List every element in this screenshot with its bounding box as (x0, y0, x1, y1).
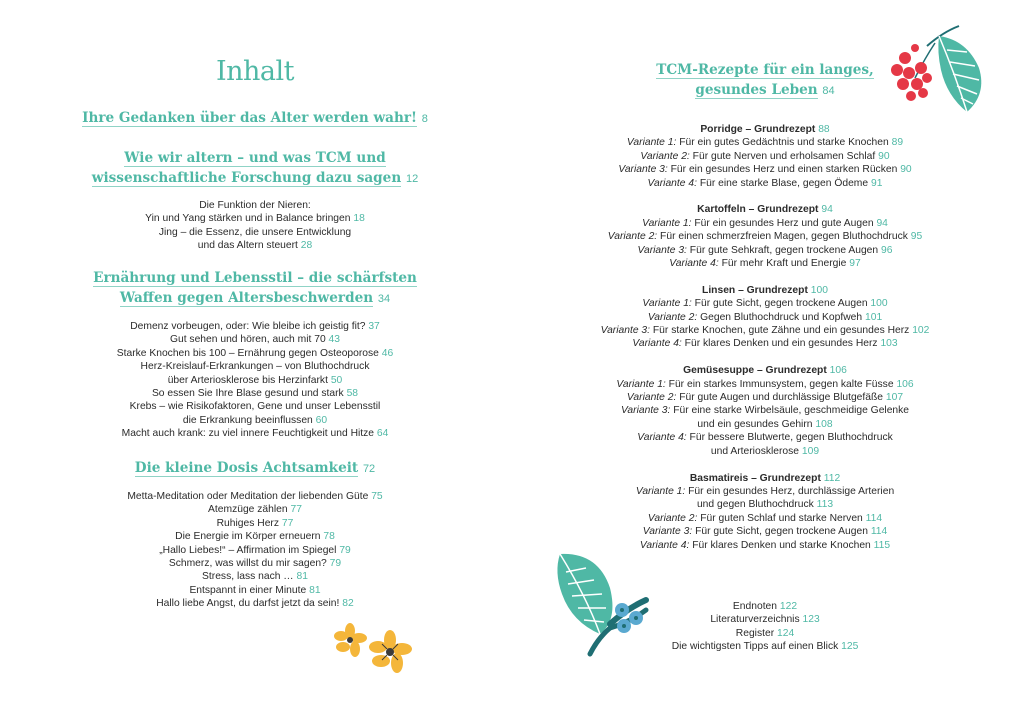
variant-label: Variante 2: (607, 231, 658, 243)
variant-text: Für ein gutes Gedächtnis und starke Knochen (679, 137, 889, 149)
entry-text: Herz-Kreislauf-Erkrankungen – von Bluthochdruck (140, 361, 370, 373)
entry-text: Endnoten (732, 601, 778, 612)
chapter-5-page: 84 (822, 85, 835, 97)
entry-page: 18 (353, 213, 365, 225)
variant-label: Variante 2: (626, 392, 677, 404)
toc-entry[interactable] (0, 427, 510, 440)
recipe-page: 88 (818, 124, 830, 135)
variant-entry[interactable] (510, 177, 1020, 190)
variant-text: Für gute Sicht, gegen trockene Augen (694, 298, 868, 310)
entry-text: Atemzüge zählen (208, 504, 288, 516)
entry-page: 79 (339, 544, 351, 556)
toc-entry[interactable] (0, 347, 510, 360)
right-page (510, 0, 1020, 726)
toc-entry[interactable] (0, 374, 510, 387)
variant-page: 102 (912, 325, 930, 337)
recipe-group (510, 284, 1020, 351)
variant-text: und Arteriosklerose (710, 445, 800, 457)
entry-text: Macht auch krank: zu viel innere Feuchtigkeit und Hitze (121, 428, 375, 440)
entry-page: 28 (300, 240, 313, 252)
entry-page: 37 (368, 321, 380, 332)
variant-text: und gegen Bluthochdruck (696, 499, 814, 511)
entry-page: 122 (779, 601, 798, 612)
variant-entry[interactable] (510, 244, 1020, 257)
variant-page: 115 (873, 539, 891, 551)
entry-page: 60 (315, 414, 328, 426)
entry-text: Die Funktion der Nieren: (199, 200, 311, 211)
entry-text: Gut sehen und hören, auch mit 70 (169, 334, 326, 346)
entry-text: Hallo liebe Angst, du darfst jetzt da sein! (156, 598, 340, 610)
entry-page: 82 (342, 598, 354, 610)
variant-text: Für bessere Blutwerte, gegen Bluthochdruck (689, 432, 893, 444)
variant-label: Variante 3: (600, 325, 651, 337)
entry-text: Stress, lass nach … (202, 571, 294, 583)
variant-text: Für mehr Kraft und Energie (721, 258, 847, 270)
toc-entry[interactable] (0, 597, 510, 610)
toc-entry[interactable] (0, 414, 510, 427)
variant-label: Variante 1: (642, 217, 692, 229)
variant-page: 114 (865, 512, 883, 524)
chapter-3-title-line2: Waffen gegen Altersbeschwerden (119, 290, 374, 306)
variant-entry[interactable] (510, 391, 1020, 404)
variant-page: 91 (870, 177, 883, 189)
variant-text: Für ein gesundes Herz und einen starken Rücken (670, 164, 898, 176)
variant-text: Für ein gesundes Herz und gute Augen (694, 217, 874, 229)
toc-entry[interactable] (0, 226, 510, 239)
entry-text: Yin und Yang stärken und in Balance bringen (145, 213, 351, 225)
entry-page: 81 (309, 584, 321, 596)
toc-entry[interactable] (0, 387, 510, 400)
recipe-heading[interactable] (510, 284, 1020, 297)
variant-page: 108 (815, 418, 833, 430)
variant-entry[interactable] (510, 311, 1020, 324)
variant-entry[interactable] (510, 445, 1020, 458)
entry-text: Schmerz, was willst du mir sagen? (168, 558, 327, 570)
entry-page: 75 (371, 491, 383, 502)
entry-page: 43 (328, 334, 341, 346)
variant-label: Variante 1: (642, 298, 692, 310)
variant-label: Variante 4: (669, 258, 719, 270)
variant-label: Variante 3: (620, 405, 671, 417)
recipe-heading[interactable] (510, 123, 1020, 136)
toc-entry[interactable] (0, 320, 510, 333)
entry-text: Literaturverzeichnis (710, 614, 800, 626)
variant-page: 101 (864, 311, 883, 323)
entry-page: 123 (802, 614, 820, 626)
entry-text: und das Altern steuert (197, 240, 298, 252)
variant-label: Variante 2: (647, 311, 698, 323)
recipe-group (510, 203, 1020, 270)
recipe-page: 112 (823, 472, 841, 484)
variant-entry[interactable] (510, 150, 1020, 163)
entry-text: Register (735, 627, 775, 639)
variant-page: 107 (885, 392, 904, 404)
entry-page: 124 (777, 627, 795, 639)
toc-entry[interactable] (0, 584, 510, 597)
variant-page: 100 (870, 298, 888, 310)
variant-text: Für gute Sehkraft, gegen trockene Augen (689, 244, 879, 256)
toc-entry[interactable] (0, 239, 510, 252)
variant-text: Für gute Sicht, gegen trockene Augen (695, 526, 868, 538)
recipe-title: Gemüsesuppe – Grundrezept (683, 365, 827, 377)
entry-text: Die Energie im Körper erneuern (175, 531, 321, 543)
chapter-2-heading[interactable] (0, 148, 510, 189)
toc-entry[interactable] (0, 517, 510, 530)
chapter-1-page: 8 (421, 113, 428, 125)
variant-label: Variante 4: (632, 338, 682, 350)
entry-text: So essen Sie Ihre Blase gesund und stark (151, 388, 344, 400)
variant-entry[interactable] (510, 525, 1020, 538)
variant-text: Für eine starke Wirbelsäule, geschmeidige Gelenke (673, 405, 910, 417)
variant-page: 95 (910, 231, 923, 243)
chapter-3-list (0, 320, 510, 441)
variant-text: Für guten Schlaf und starke Nerven (700, 512, 863, 524)
variant-page: 106 (896, 378, 914, 390)
chapter-4-title: Die kleine Dosis Achtsamkeit (134, 460, 359, 476)
toc-entry[interactable] (0, 212, 510, 225)
variant-label: Variante 3: (637, 244, 687, 256)
recipe-title: Kartoffeln – Grundrezept (697, 204, 819, 216)
entry-text: Die wichtigsten Tipps auf einen Blick (671, 641, 839, 653)
recipe-title: Porridge – Grundrezept (700, 124, 816, 135)
variant-entry[interactable] (510, 378, 1020, 391)
entry-text: Ruhiges Herz (216, 517, 280, 529)
recipe-heading[interactable] (510, 364, 1020, 377)
entry-page: 50 (330, 374, 343, 386)
entry-page: 125 (841, 641, 859, 653)
variant-label: Variante 4: (637, 432, 687, 444)
recipe-title: Linsen – Grundrezept (702, 284, 808, 296)
chapter-2-title-line1: Wie wir altern – und was TCM und (124, 150, 386, 166)
entry-text: Starke Knochen bis 100 – Ernährung gegen Osteoporose (116, 347, 379, 359)
variant-entry[interactable] (510, 404, 1020, 417)
chapter-2-page: 12 (405, 173, 419, 185)
toc-entry[interactable] (0, 503, 510, 516)
toc-entry[interactable] (0, 530, 510, 543)
entry-text: „Hallo Liebes!“ – Affirmation im Spiegel (159, 544, 337, 556)
recipe-group (510, 364, 1020, 458)
variant-label: Variante 3: (642, 526, 693, 538)
variant-text: Für ein gesundes Herz, durchlässige Arterien (688, 485, 895, 497)
recipe-heading[interactable] (510, 203, 1020, 216)
entry-page: 64 (376, 428, 389, 440)
chapter-3-title-line1: Ernährung und Lebensstil – die schärfsten (93, 270, 417, 286)
variant-label: Variante 1: (626, 137, 677, 149)
variant-entry[interactable] (510, 297, 1020, 310)
variant-page: 90 (900, 164, 912, 176)
recipe-page: 106 (829, 365, 847, 377)
yellow-flowers-icon (330, 622, 420, 678)
variant-text: Für klares Denken und ein gesundes Herz (684, 338, 878, 350)
variant-text: Für starke Knochen, gute Zähne und ein gesundes Herz (652, 325, 910, 337)
variant-text: Gegen Bluthochdruck und Kopfweh (700, 311, 863, 323)
entry-page: 58 (346, 388, 359, 400)
entry-text: Demenz vorbeugen, oder: Wie bleibe ich geistig fit? (130, 321, 366, 332)
chapter-5-title-line1: TCM-Rezepte für ein langes, (656, 62, 874, 78)
variant-entry[interactable] (510, 418, 1020, 431)
variant-entry[interactable] (510, 324, 1020, 337)
variant-entry[interactable] (510, 512, 1020, 525)
entry-page: 46 (381, 347, 394, 359)
variant-label: Variante 1: (616, 378, 666, 390)
toc-entry[interactable] (0, 544, 510, 557)
variant-entry[interactable] (510, 217, 1020, 230)
chapter-4-page: 72 (362, 463, 376, 475)
chapter-1-title: Ihre Gedanken über das Alter werden wahr! (82, 110, 418, 126)
variant-page: 94 (876, 217, 888, 229)
variant-label: Variante 3: (618, 164, 668, 176)
entry-page: 81 (296, 571, 308, 583)
page-title: Inhalt (215, 56, 295, 87)
entry-text: Krebs – wie Risikofaktoren, Gene und unser Lebensstil (129, 401, 381, 413)
variant-entry[interactable] (510, 337, 1020, 350)
variant-page: 114 (870, 526, 888, 538)
variant-text: Für eine starke Blase, gegen Ödeme (699, 177, 869, 189)
entry-text: die Erkrankung beeinflussen (182, 414, 313, 426)
variant-label: Variante 2: (640, 150, 690, 162)
variant-entry[interactable] (510, 230, 1020, 243)
variant-entry[interactable] (510, 431, 1020, 444)
chapter-1-heading[interactable] (0, 108, 510, 129)
entry-text: Metta-Meditation oder Meditation der liebenden Güte (127, 491, 369, 502)
variant-label: Variante 4: (639, 539, 690, 551)
variant-label: Variante 1: (635, 485, 686, 497)
recipe-page: 94 (821, 204, 833, 216)
leaf-blueberry-icon (550, 548, 660, 658)
variant-page: 90 (878, 150, 890, 162)
variant-text: Für gute Nerven und erholsamen Schlaf (692, 150, 876, 162)
toc-entry[interactable] (0, 333, 510, 346)
variant-text: Für ein starkes Immunsystem, gegen kalte Füsse (668, 378, 894, 390)
entry-text: Jing – die Essenz, die unsere Entwicklung (158, 226, 352, 238)
entry-page: 77 (290, 504, 302, 516)
chapter-2-list (0, 199, 510, 253)
variant-entry[interactable] (510, 485, 1020, 498)
entry-page: 77 (281, 517, 294, 529)
recipe-group (510, 123, 1020, 190)
variant-page: 97 (849, 258, 861, 270)
berry-leaf-icon (875, 18, 995, 118)
variant-page: 109 (801, 445, 820, 457)
chapter-4-list (0, 490, 510, 611)
entry-page: 78 (323, 531, 335, 543)
recipe-page: 100 (810, 284, 828, 296)
variant-text: Für einen schmerzfreien Magen, gegen Bluthochdruck (660, 231, 908, 243)
toc-entry[interactable] (0, 360, 510, 373)
variant-entry[interactable] (510, 498, 1020, 511)
variant-page: 89 (891, 137, 904, 149)
variant-entry[interactable] (510, 257, 1020, 270)
recipe-list (510, 123, 1020, 565)
chapter-2-title-line2: wissenschaftliche Forschung dazu sagen (91, 170, 402, 186)
chapter-4-heading[interactable] (0, 458, 510, 479)
variant-text: Für klares Denken und starke Knochen (692, 539, 871, 551)
variant-page: 103 (880, 338, 898, 350)
entry-text: über Arteriosklerose bis Herzinfarkt (167, 374, 328, 386)
chapter-3-page: 34 (377, 293, 391, 305)
recipe-title: Basmatireis – Grundrezept (689, 472, 821, 484)
variant-label: Variante 4: (647, 177, 697, 189)
toc-entry[interactable] (0, 490, 510, 503)
variant-text: Für gute Augen und durchlässige Blutgefäße (679, 392, 884, 404)
toc-entry[interactable] (0, 199, 510, 212)
toc-entry[interactable] (0, 557, 510, 570)
entry-text: Entspannt in einer Minute (189, 584, 307, 596)
toc-entry[interactable] (0, 570, 510, 583)
recipe-group (510, 472, 1020, 552)
variant-page: 96 (881, 244, 893, 256)
variant-page: 113 (816, 499, 834, 511)
chapter-3-heading[interactable] (0, 268, 510, 309)
variant-entry[interactable] (510, 163, 1020, 176)
recipe-heading[interactable] (510, 472, 1020, 485)
entry-page: 79 (329, 558, 342, 570)
variant-entry[interactable] (510, 136, 1020, 149)
toc-entry[interactable] (0, 400, 510, 413)
variant-label: Variante 2: (647, 512, 698, 524)
chapter-5-title-line2: gesundes Leben (695, 82, 818, 98)
variant-text: und ein gesundes Gehirn (697, 418, 813, 430)
